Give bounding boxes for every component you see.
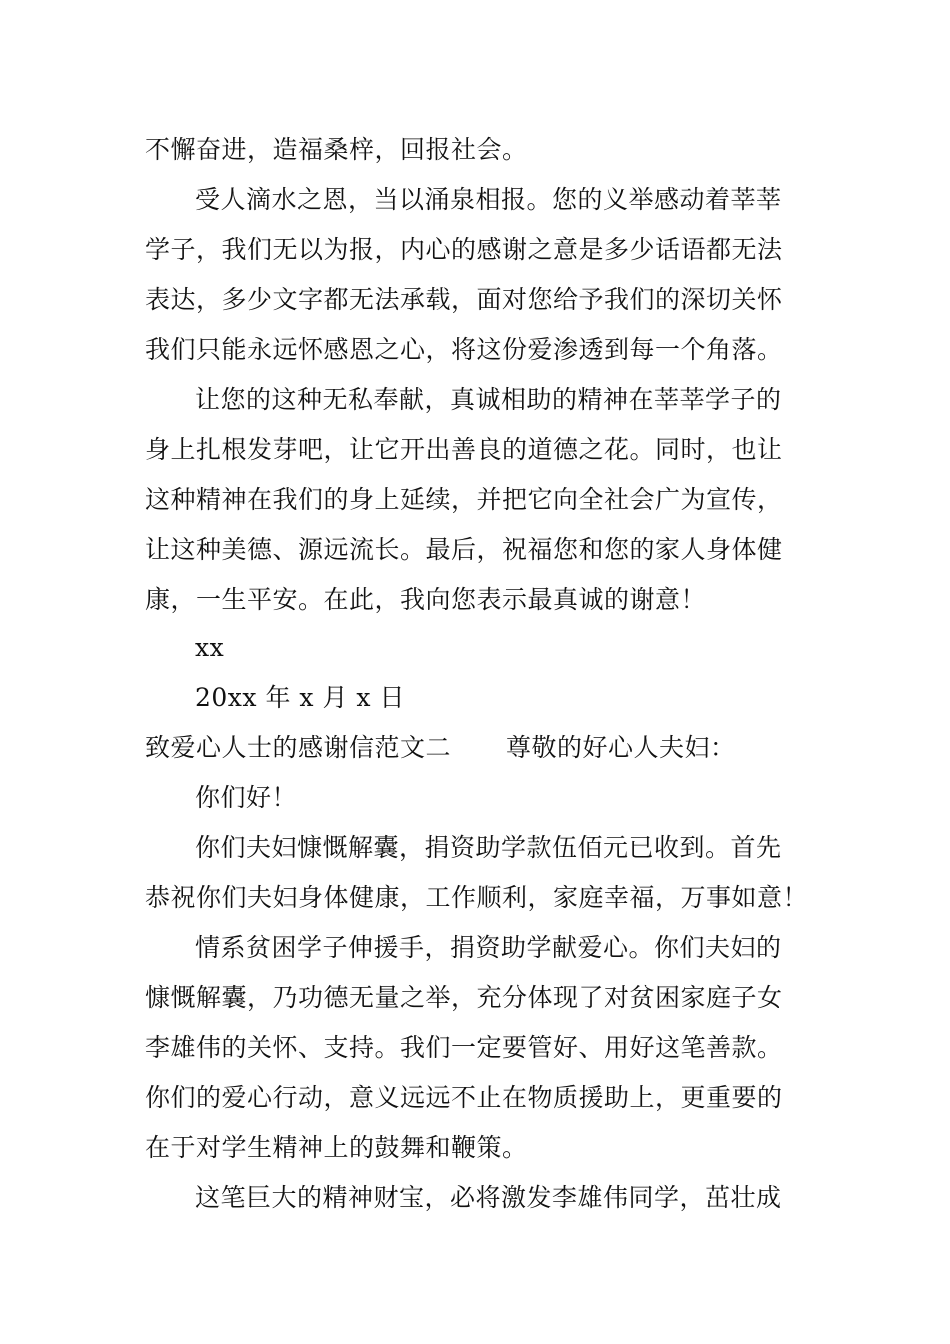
text-line: 在于对学生精神上的鼓舞和鞭策。 [145,1133,528,1162]
text-line: 不懈奋进，造福桑梓，回报社会。 [145,135,528,164]
text-line: 恭祝你们夫妇身体健康，工作顺利，家庭幸福，万事如意！ [145,883,809,912]
signature-date: 20xx 年 x 月 x 日 [195,683,405,712]
text-line: 你们夫妇慷慨解囊，捐资助学款伍佰元已收到。首先 [195,833,782,862]
text-line: 身上扎根发芽吧，让它开出善良的道德之花。同时，也让 [145,435,783,464]
letter-title: 致爱心人士的感谢信范文二 [145,733,452,762]
text-line: 我们只能永远怀感恩之心，将这份爱渗透到每一个角落。 [145,335,783,364]
text-line: 让您的这种无私奉献，真诚相助的精神在莘莘学子的 [195,385,782,414]
text-line: 情系贫困学子伸援手，捐资助学献爱心。你们夫妇的 [195,933,782,962]
greeting: 你们好！ [195,783,298,812]
text-line: 受人滴水之恩，当以涌泉相报。您的义举感动着莘莘 [195,185,782,214]
text-line: 慷慨解囊，乃功德无量之举，充分体现了对贫困家庭子女 [145,983,783,1012]
text-line: 李雄伟的关怀、支持。我们一定要管好、用好这笔善款。 [145,1033,783,1062]
text-line: 让这种美德、源远流长。最后，祝福您和您的家人身体健 [145,535,783,564]
salutation: 尊敬的好心人夫妇： [506,733,736,762]
signature-name: xx [195,633,225,662]
text-line: 这笔巨大的精神财宝，必将激发李雄伟同学，茁壮成 [195,1183,782,1212]
text-line: 康，一生平安。在此，我向您表示最真诚的谢意！ [145,585,707,614]
text-line: 你们的爱心行动，意义远远不止在物质援助上，更重要的 [145,1083,783,1112]
text-line: 表达，多少文字都无法承载，面对您给予我们的深切关怀 [145,285,783,314]
text-line: 这种精神在我们的身上延续，并把它向全社会广为宣传， [145,485,783,514]
letter-title-row [145,733,825,763]
text-line: 学子，我们无以为报，内心的感谢之意是多少话语都无法 [145,235,783,264]
